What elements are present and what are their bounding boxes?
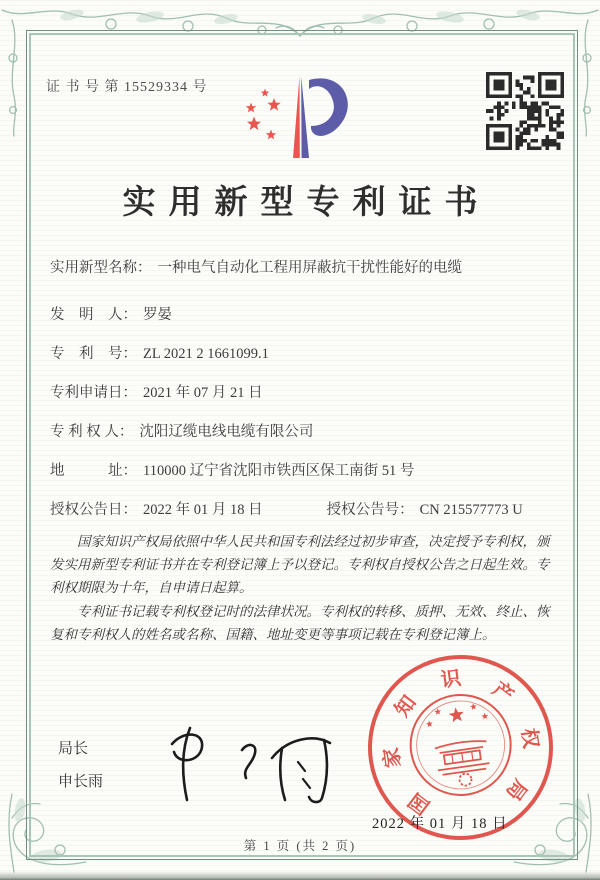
field-value: ZL 2021 2 1661099.1 — [143, 346, 269, 362]
seal-character: 国 — [404, 787, 434, 818]
certificate-title: 实用新型专利证书 — [122, 185, 491, 221]
scan-bottom-edge — [0, 871, 600, 880]
right-border-flourish — [576, 18, 598, 138]
field-value: CN 215577773 U — [419, 502, 523, 518]
field-application-date — [50, 383, 555, 404]
field-label: 发 明 人： — [50, 307, 137, 323]
cnipa-logo-icon — [233, 68, 367, 166]
logo-spike-blue — [301, 76, 309, 158]
field-value: 2022 年 01 月 18 日 — [143, 502, 263, 518]
officer-title: 局长 — [58, 741, 89, 757]
field-patentee — [50, 422, 555, 443]
field-label: 实用新型名称： — [50, 260, 152, 276]
seal-character: 知 — [390, 691, 421, 721]
field-utility-model-name — [50, 258, 555, 279]
top-border-flourish — [0, 0, 600, 42]
field-value: 罗晏 — [143, 307, 172, 323]
seal-character: 局 — [500, 774, 531, 804]
seal-character: 家 — [379, 745, 405, 769]
certificate-fields — [50, 258, 555, 539]
officer-block — [58, 742, 103, 790]
field-grant-date — [50, 500, 263, 521]
legal-paragraph-2: 专利证书记载专利权登记时的法律状况。专利权的转移、质押、无效、终止、恢复和专利权人的姓名或名称、国籍、地址变更等事项记载在专利登记簿上。 — [50, 603, 550, 642]
legal-body-text — [50, 530, 562, 646]
field-label: 专利申请日： — [50, 385, 137, 401]
officer-name: 申长雨 — [58, 774, 104, 790]
seal-character: 识 — [439, 666, 463, 692]
field-grant-row — [50, 500, 555, 521]
field-label: 授权公告号： — [326, 502, 414, 518]
seal-character: 产 — [487, 677, 517, 708]
left-border-flourish — [2, 18, 24, 138]
field-patent-number — [50, 344, 555, 365]
field-value: 110000 辽宁省沈阳市铁西区保工南街 51 号 — [143, 463, 415, 479]
bottom-left-corner-flourish — [0, 784, 90, 874]
field-label: 地 址： — [50, 463, 137, 479]
seal-character: 权 — [516, 726, 542, 750]
field-value: 沈阳辽缆电线电缆有限公司 — [139, 424, 314, 440]
field-grant-number — [327, 500, 523, 521]
field-value: 一种电气自动化工程用屏蔽抗干扰性能好的电缆 — [157, 260, 462, 276]
field-address — [50, 461, 555, 482]
seal-date: 2022 年 01 月 18 日 — [372, 816, 508, 832]
certificate-number: 证 书 号 第 15529334 号 — [46, 80, 208, 95]
logo-stars — [246, 89, 281, 140]
officer-signature — [150, 718, 360, 810]
qr-code — [486, 72, 564, 150]
field-inventor — [50, 305, 555, 326]
field-label: 专 利 权 人： — [50, 424, 134, 440]
logo-p-curve — [309, 78, 348, 136]
field-label: 专 利 号： — [50, 346, 137, 362]
page-footer: 第 1 页 (共 2 页) — [243, 839, 357, 853]
logo-spike-red — [293, 76, 300, 158]
field-label: 授权公告日： — [50, 502, 137, 518]
legal-paragraph-1: 国家知识产权局依照中华人民共和国专利法经过初步审查，决定授予专利权，颁发实用新型专利证书并在专利登记簿上予以登记。专利权自授权公告之日起生效。专利权期限为十年，自申请日起算。 — [50, 534, 550, 596]
field-value: 2021 年 07 月 21 日 — [143, 385, 263, 401]
